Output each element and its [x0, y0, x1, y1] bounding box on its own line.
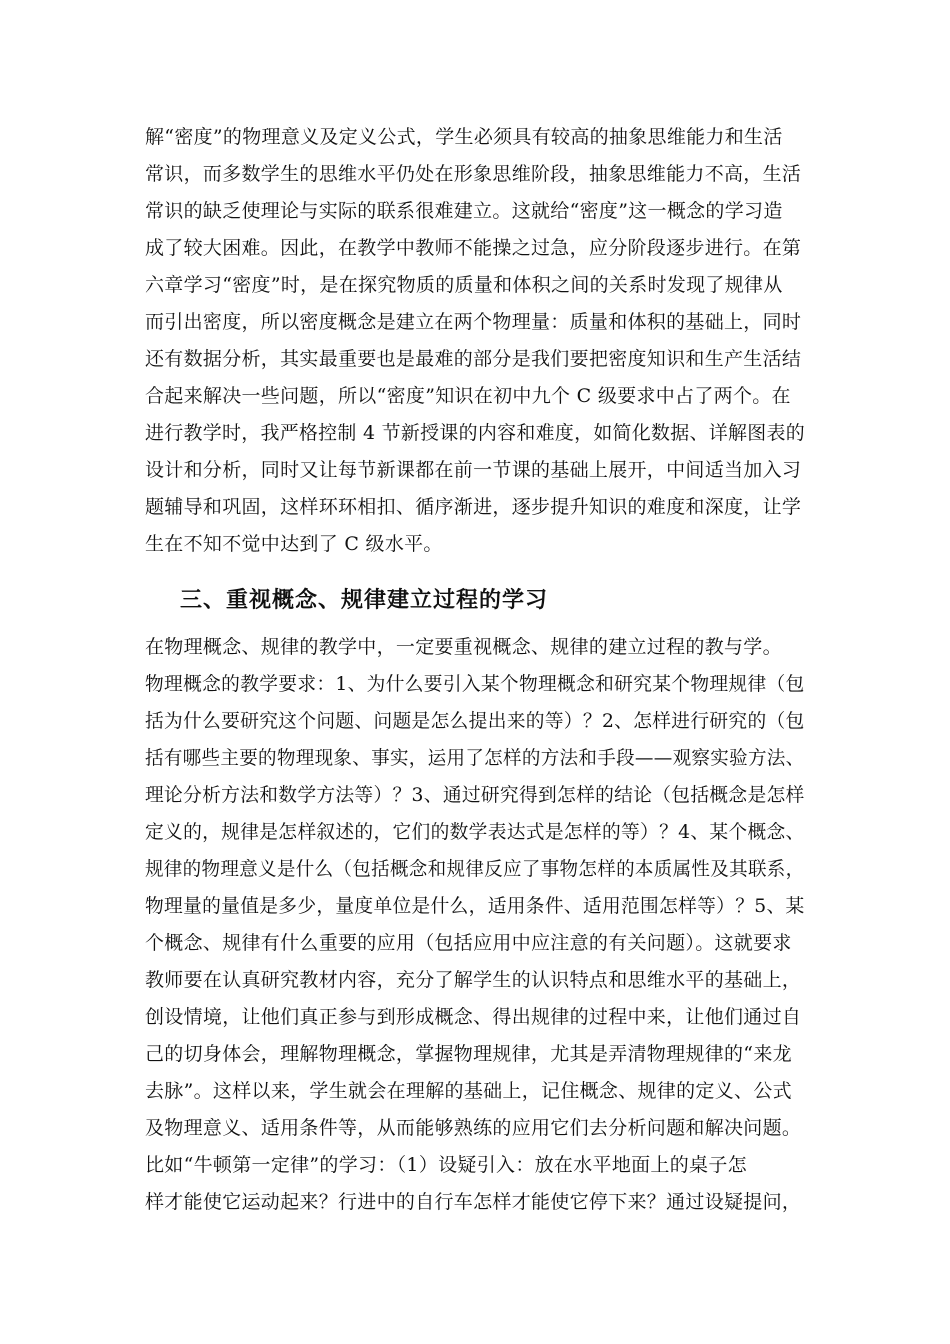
text-line: 定义的，规律是怎样叙述的，它们的数学表达式是怎样的等）？4、某个概念、: [145, 821, 805, 843]
text-line: 物理概念的教学要求：1、为什么要引入某个物理概念和研究某个物理规律（包: [145, 673, 805, 695]
text-line: 个概念、规律有什么重要的应用（包括应用中应注意的有关问题）。这就要求: [145, 932, 792, 954]
text-line: 创设情境，让他们真正参与到形成概念、得出规律的过程中来，让他们通过自: [145, 1006, 802, 1028]
text-line: 六章学习“密度”时，是在探究物质的质量和体积之间的关系时发现了规律从: [145, 274, 783, 296]
text-line: 括有哪些主要的物理现象、事实，运用了怎样的方法和手段——观察实验方法、: [145, 747, 805, 769]
text-line: 合起来解决一些问题，所以“密度”知识在初中九个 C 级要求中占了两个。在: [145, 385, 791, 407]
text-line: 去脉”。这样以来，学生就会在理解的基础上，记住概念、规律的定义、公式: [145, 1080, 792, 1102]
text-line: 解“密度”的物理意义及定义公式，学生必须具有较高的抽象思维能力和生活: [145, 126, 783, 148]
text-line: 比如“牛顿第一定律”的学习：（1）设疑引入：放在水平地面上的桌子怎: [145, 1154, 747, 1176]
text-line: 生在不知不觉中达到了 C 级水平。: [145, 533, 443, 555]
text-line: 理论分析方法和数学方法等）？3、通过研究得到怎样的结论（包括概念是怎样: [145, 784, 805, 806]
text-line: 常识的缺乏使理论与实际的联系很难建立。这就给“密度”这一概念的学习造: [145, 200, 783, 222]
text-line: 物理量的量值是多少，量度单位是什么，适用条件、适用范围怎样等）？5、某: [145, 895, 805, 917]
text-line: 及物理意义、适用条件等，从而能够熟练的应用它们去分析问题和解决问题。: [145, 1117, 802, 1139]
text-line: 己的切身体会，理解物理概念，掌握物理规律，尤其是弄清物理规律的“来龙: [145, 1043, 792, 1065]
section-heading: 三、重视概念、规律建立过程的学习: [180, 588, 549, 613]
text-line: 而引出密度，所以密度概念是建立在两个物理量：质量和体积的基础上，同时: [145, 311, 802, 333]
text-line: 设计和分析，同时又让每节新课都在前一节课的基础上展开，中间适当加入习: [145, 459, 802, 481]
text-line: 规律的物理意义是什么（包括概念和规律反应了事物怎样的本质属性及其联系，: [145, 858, 805, 880]
text-line: 在物理概念、规律的教学中，一定要重视概念、规律的建立过程的教与学。: [145, 636, 782, 658]
text-line: 教师要在认真研究教材内容，充分了解学生的认识特点和思维水平的基础上，: [145, 969, 802, 991]
text-line: 常识，而多数学生的思维水平仍处在形象思维阶段，抽象思维能力不高，生活: [145, 163, 802, 185]
text-line: 进行教学时，我严格控制 4 节新授课的内容和难度，如简化数据、详解图表的: [145, 422, 805, 444]
text-line: 样才能使它运动起来？行进中的自行车怎样才能使它停下来？通过设疑提问，: [145, 1191, 802, 1213]
text-line: 还有数据分析，其实最重要也是最难的部分是我们要把密度知识和生产生活结: [145, 348, 802, 370]
text-line: 成了较大困难。因此，在教学中教师不能操之过急，应分阶段逐步进行。在第: [145, 237, 802, 259]
text-line: 括为什么要研究这个问题、问题是怎么提出来的等）？2、怎样进行研究的（包: [145, 710, 805, 732]
text-line: 题辅导和巩固，这样环环相扣、循序渐进，逐步提升知识的难度和深度，让学: [145, 496, 802, 518]
